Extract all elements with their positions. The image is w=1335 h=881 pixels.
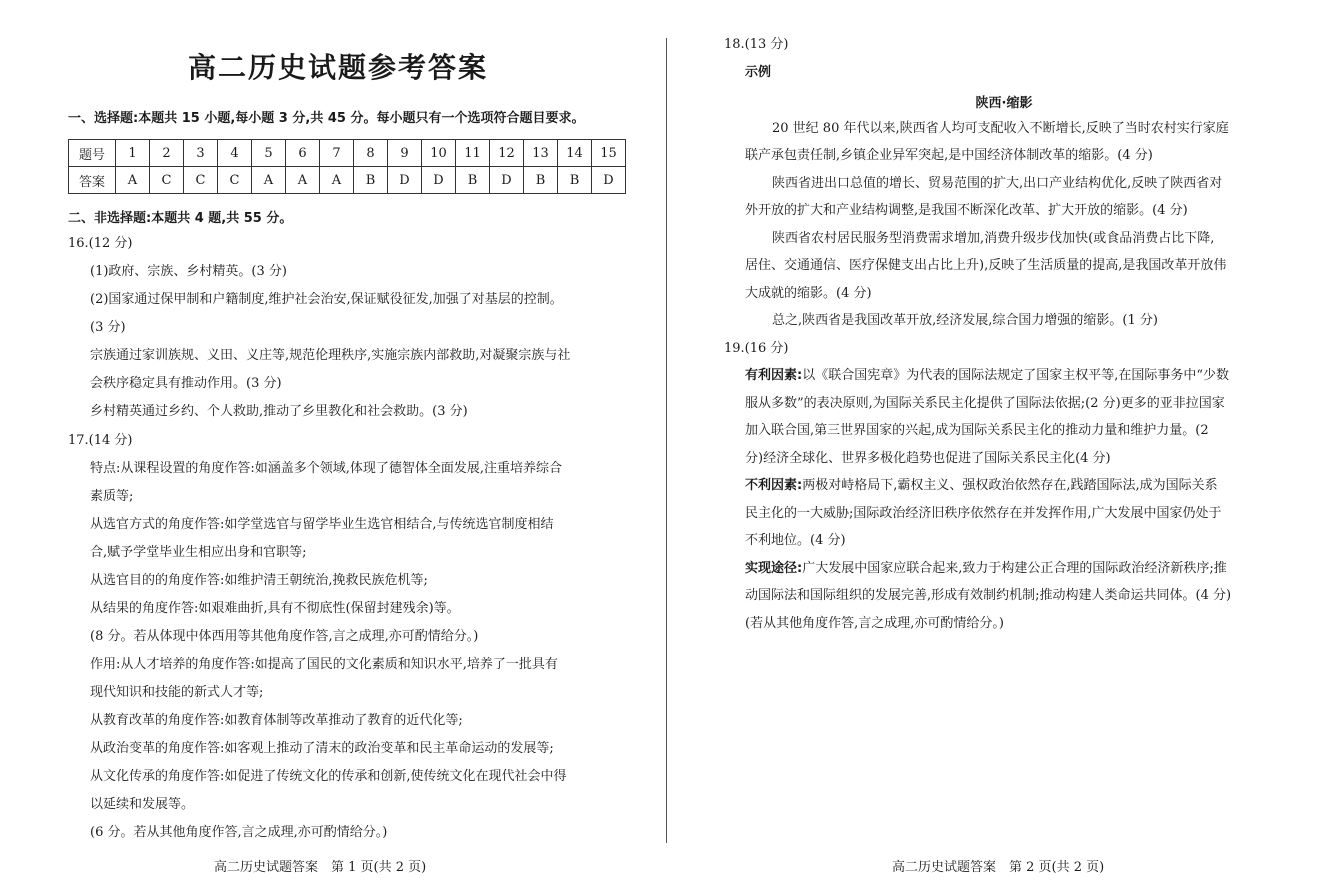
section2-heading: 二、非选择题:本题共 4 题,共 55 分。: [68, 211, 293, 226]
table-cell: 3: [184, 140, 218, 167]
q18-label: 18.(13 分): [724, 37, 789, 52]
q19-unfavorable-line: [745, 477, 1218, 495]
q18-example: 示例: [745, 65, 772, 80]
q17-line: (6 分。若从其他角度作答,言之成理,亦可酌情给分。): [90, 825, 388, 840]
table-cell: D: [490, 167, 524, 194]
row-label: 答案: [69, 167, 116, 194]
q17-line: 现代知识和技能的新式人才等;: [90, 685, 264, 700]
q17-line: 合,赋予学堂毕业生相应出身和官职等;: [90, 545, 307, 560]
table-cell: 11: [456, 140, 490, 167]
footer-right: 高二历史试题答案 第 2 页(共 2 页): [892, 860, 1105, 875]
table-cell: C: [150, 167, 184, 194]
q19-line: (若从其他角度作答,言之成理,亦可酌情给分。): [745, 616, 1004, 631]
footer-left: 高二历史试题答案 第 1 页(共 2 页): [214, 860, 427, 875]
q17-line: 从结果的角度作答:如艰难曲折,具有不彻底性(保留封建残余)等。: [90, 601, 460, 616]
answer-table: [68, 139, 626, 194]
q19-line: 动国际法和国际组织的发展完善,形成有效制约机制;推动构建人类命运共同体。(4 分): [745, 588, 1232, 603]
q19-line: 民主化的一大威胁;国际政治经济旧秩序依然存在并发挥作用,广大发展中国家仍处于: [745, 506, 1222, 521]
q17-line: 以延续和发展等。: [90, 797, 195, 812]
q16-line: 宗族通过家训族规、义田、义庄等,规范伦理秩序,实施宗族内部救助,对凝聚宗族与社: [90, 348, 571, 363]
q18-line: 外开放的扩大和产业结构调整,是我国不断深化改革、扩大开放的缩影。(4 分): [745, 203, 1188, 218]
table-cell: 4: [218, 140, 252, 167]
table-cell: 8: [354, 140, 388, 167]
q18-line: 居住、交通通信、医疗保健支出占比上升),反映了生活质量的提高,是我国改革开放伟: [745, 258, 1227, 273]
q19-line: 加入联合国,第三世界国家的兴起,成为国际关系民主化的推动力量和维护力量。(2: [745, 423, 1209, 438]
table-cell: C: [184, 167, 218, 194]
row-label: 题号: [69, 140, 116, 167]
table-cell: C: [218, 167, 252, 194]
q18-heading: 陕西·缩影: [975, 96, 1033, 111]
q17-line: 从选官目的的角度作答:如维护清王朝统治,挽救民族危机等;: [90, 573, 428, 588]
unfavorable-text: 两极对峙格局下,霸权主义、强权政治依然存在,践踏国际法,成为国际关系: [802, 478, 1218, 493]
q19-line: 不利地位。(4 分): [745, 533, 846, 548]
q16-line: 乡村精英通过乡约、个人救助,推动了乡里教化和社会救助。(3 分): [90, 404, 468, 419]
column-divider: [666, 38, 667, 843]
q17-line: 素质等;: [90, 489, 134, 504]
table-cell: 9: [388, 140, 422, 167]
q17-line: 从政治变革的角度作答:如客观上推动了清末的政治变革和民主革命运动的发展等;: [90, 741, 554, 756]
q19-path-line: [745, 560, 1227, 578]
table-cell: A: [320, 167, 354, 194]
q16-line: 会秩序稳定具有推动作用。(3 分): [90, 376, 282, 391]
table-cell: 13: [524, 140, 558, 167]
q17-line: 特点:从课程设置的角度作答:如涵盖多个领域,体现了德智体全面发展,注重培养综合: [90, 461, 563, 476]
q19-line: 服从多数”的表决原则,为国际关系民主化提供了国际法依据;(2 分)更多的亚非拉国家: [745, 396, 1225, 411]
table-cell: 5: [252, 140, 286, 167]
q19-favorable-line: [745, 367, 1229, 385]
q18-line: 陕西省农村居民服务型消费需求增加,消费升级步伐加快(或食品消费占比下降,: [772, 231, 1215, 246]
favorable-label: 有利因素:: [745, 368, 803, 383]
q18-line: 20 世纪 80 年代以来,陕西省人均可支配收入不断增长,反映了当时农村实行家庭: [772, 121, 1229, 136]
table-cell: B: [524, 167, 558, 194]
q18-line: 陕西省进出口总值的增长、贸易范围的扩大,出口产业结构优化,反映了陕西省对: [772, 176, 1223, 191]
unfavorable-label: 不利因素:: [745, 478, 803, 493]
q16-label: 16.(12 分): [68, 236, 133, 251]
q18-line: 联产承包责任制,乡镇企业异军突起,是中国经济体制改革的缩影。(4 分): [745, 148, 1153, 163]
table-cell: D: [592, 167, 626, 194]
path-label: 实现途径:: [745, 561, 803, 576]
table-row-answers: [69, 167, 626, 194]
q17-line: (8 分。若从体现中体西用等其他角度作答,言之成理,亦可酌情给分。): [90, 629, 479, 644]
q17-line: 从选官方式的角度作答:如学堂选官与留学毕业生选官相结合,与传统选官制度相结: [90, 517, 554, 532]
q17-label: 17.(14 分): [68, 433, 133, 448]
page-title: 高二历史试题参考答案: [187, 51, 488, 84]
table-cell: 12: [490, 140, 524, 167]
table-cell: B: [558, 167, 592, 194]
table-cell: D: [388, 167, 422, 194]
table-cell: 15: [592, 140, 626, 167]
path-text: 广大发展中国家应联合起来,致力于构建公正合理的国际政治经济新秩序;推: [802, 561, 1227, 576]
q17-line: 从教育改革的角度作答:如教育体制等改革推动了教育的近代化等;: [90, 713, 463, 728]
q16-line: (2)国家通过保甲制和户籍制度,维护社会治安,保证赋役征发,加强了对基层的控制。: [90, 292, 563, 307]
q19-label: 19.(16 分): [724, 341, 789, 356]
table-row-numbers: [69, 140, 626, 167]
table-cell: 6: [286, 140, 320, 167]
table-cell: A: [286, 167, 320, 194]
q18-line: 总之,陕西省是我国改革开放,经济发展,综合国力增强的缩影。(1 分): [772, 313, 1158, 328]
q19-line: 分)经济全球化、世界多极化趋势也促进了国际关系民主化(4 分): [745, 451, 1111, 466]
section1-heading: 一、选择题:本题共 15 小题,每小题 3 分,共 45 分。每小题只有一个选项符合题目要求。: [68, 111, 585, 126]
table-cell: 1: [116, 140, 150, 167]
table-cell: 2: [150, 140, 184, 167]
q18-line: 大成就的缩影。(4 分): [745, 286, 872, 301]
table-cell: 10: [422, 140, 456, 167]
q17-line: 作用:从人才培养的角度作答:如提高了国民的文化素质和知识水平,培养了一批具有: [90, 657, 558, 672]
table-cell: 14: [558, 140, 592, 167]
q17-line: 从文化传承的角度作答:如促进了传统文化的传承和创新,使传统文化在现代社会中得: [90, 769, 567, 784]
table-cell: B: [354, 167, 388, 194]
q16-line: (1)政府、宗族、乡村精英。(3 分): [90, 264, 287, 279]
table-cell: A: [116, 167, 150, 194]
favorable-text: 以《联合国宪章》为代表的国际法规定了国家主权平等,在国际事务中“少数: [802, 368, 1229, 383]
table-cell: A: [252, 167, 286, 194]
q16-line: (3 分): [90, 320, 126, 335]
table-cell: 7: [320, 140, 354, 167]
table-cell: D: [422, 167, 456, 194]
table-cell: B: [456, 167, 490, 194]
